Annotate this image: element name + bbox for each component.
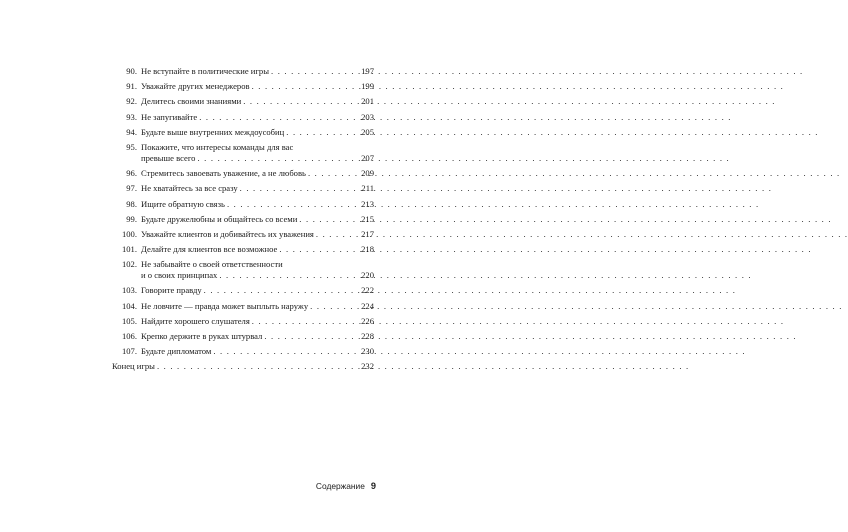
entry-title: Стремитесь завоевать уважение, а не любовь — [141, 168, 306, 179]
entry-title: Будьте дипломатом — [141, 346, 212, 357]
entry-number: 105. — [121, 315, 137, 326]
entry-page: 217 — [361, 228, 374, 239]
entry-number: 96. — [126, 168, 137, 179]
toc-entry[interactable] — [112, 259, 374, 281]
toc-entry[interactable] — [112, 285, 374, 296]
dot-leader — [279, 244, 360, 255]
toc-entry[interactable] — [112, 96, 374, 107]
entry-page: 213 — [361, 198, 374, 209]
toc-entry[interactable] — [112, 316, 374, 327]
entry-number: 95. — [126, 141, 137, 152]
toc-entry[interactable] — [112, 331, 374, 342]
toc-entry[interactable] — [112, 81, 374, 92]
entry-number: 92. — [126, 96, 137, 107]
entry-page: 232 — [361, 361, 374, 372]
toc-entry[interactable] — [112, 127, 374, 138]
dot-leader — [286, 127, 360, 138]
toc-entry[interactable] — [112, 66, 374, 77]
entry-page: 203 — [361, 111, 374, 122]
table-of-contents — [112, 66, 374, 377]
entry-page: 211 — [361, 183, 374, 194]
dot-leader — [264, 331, 360, 342]
entry-title: Будьте дружелюбны и общайтесь со всеми — [141, 213, 298, 224]
entry-title-line1: Покажите, что интересы команды для вас — [141, 141, 294, 152]
entry-title: Не хватайтесь за все сразу — [141, 183, 238, 194]
entry-number: 107. — [121, 346, 137, 357]
footer-section-title: Содержание — [315, 481, 365, 491]
entry-page: 207 — [361, 152, 374, 163]
dot-leader — [227, 199, 360, 210]
toc-entry-end[interactable] — [112, 361, 374, 372]
entry-number: 97. — [126, 183, 137, 194]
entry-number: 104. — [121, 300, 137, 311]
dot-leader — [252, 81, 361, 92]
entry-title: Конец игры — [112, 361, 155, 372]
toc-entry[interactable] — [112, 214, 374, 225]
entry-title: Уважайте клиентов и добивайтесь их уважения — [141, 228, 314, 239]
dot-leader — [157, 361, 360, 372]
dot-leader — [240, 183, 361, 194]
entry-page: 215 — [361, 213, 374, 224]
entry-number: 103. — [121, 285, 137, 296]
entry-number: 101. — [121, 244, 137, 255]
page-footer — [316, 481, 376, 491]
entry-page: 201 — [361, 96, 374, 107]
entry-number: 102. — [121, 259, 137, 270]
entry-number: 98. — [126, 198, 137, 209]
entry-title: Делитесь своими знаниями — [141, 96, 242, 107]
dot-leader — [197, 153, 360, 164]
entry-number: 90. — [126, 66, 137, 76]
dot-leader — [213, 346, 360, 357]
toc-entry[interactable] — [112, 183, 374, 194]
entry-number: 99. — [126, 213, 137, 224]
entry-title: Не запугивайте — [141, 111, 198, 122]
entry-title: Не вступайте в политические игры — [141, 66, 269, 76]
entry-title-line1: Не забывайте о своей ответственности — [141, 259, 283, 270]
entry-page: 230 — [361, 346, 374, 357]
toc-entry[interactable] — [112, 142, 374, 164]
toc-entry[interactable] — [112, 112, 374, 123]
entry-title: Не ловчите — правда может выплыть наружу — [141, 300, 309, 311]
entry-number: 91. — [126, 81, 137, 92]
entry-title: превыше всего — [141, 152, 196, 163]
dot-leader — [308, 168, 360, 179]
toc-entry[interactable] — [112, 199, 374, 210]
dot-leader — [310, 301, 360, 312]
entry-number: 106. — [121, 331, 137, 341]
entry-title: Ищите обратную связь — [141, 198, 225, 209]
entry-title: Уважайте других менеджеров — [141, 81, 250, 92]
entry-page: 228 — [361, 331, 374, 341]
entry-title: Найдите хорошего слушателя — [141, 315, 250, 326]
entry-number: 100. — [121, 228, 137, 239]
folio-page-number: 9 — [370, 481, 376, 491]
dot-leader — [299, 214, 360, 225]
entry-page: 222 — [361, 285, 374, 296]
entry-number: 93. — [126, 111, 137, 122]
entry-page: 220 — [361, 270, 374, 281]
entry-page: 197 — [361, 66, 374, 76]
dot-leader — [204, 285, 360, 296]
toc-entry[interactable] — [112, 229, 374, 240]
entry-title: и о своих принципах — [141, 270, 218, 281]
entry-page: 224 — [361, 300, 374, 311]
entry-page: 209 — [361, 168, 374, 179]
entry-page: 205 — [361, 126, 374, 137]
dot-leader — [252, 316, 360, 327]
entry-title: Будьте выше внутренних междоусобиц — [141, 126, 285, 137]
entry-page: 218 — [361, 244, 374, 255]
dot-leader — [271, 66, 360, 77]
entry-page: 226 — [361, 315, 374, 326]
entry-title: Крепко держите в руках штурвал — [141, 331, 263, 341]
entry-page: 199 — [361, 81, 374, 92]
toc-entry[interactable] — [112, 168, 374, 179]
toc-entry[interactable] — [112, 301, 374, 312]
toc-entry[interactable] — [112, 346, 374, 357]
dot-leader — [219, 270, 360, 281]
toc-entry[interactable] — [112, 244, 374, 255]
entry-number: 94. — [126, 126, 137, 137]
entry-title: Делайте для клиентов все возможное — [141, 244, 278, 255]
entry-title: Говорите правду — [141, 285, 202, 296]
dot-leader — [243, 96, 360, 107]
dot-leader — [316, 229, 360, 240]
dot-leader — [199, 112, 360, 123]
